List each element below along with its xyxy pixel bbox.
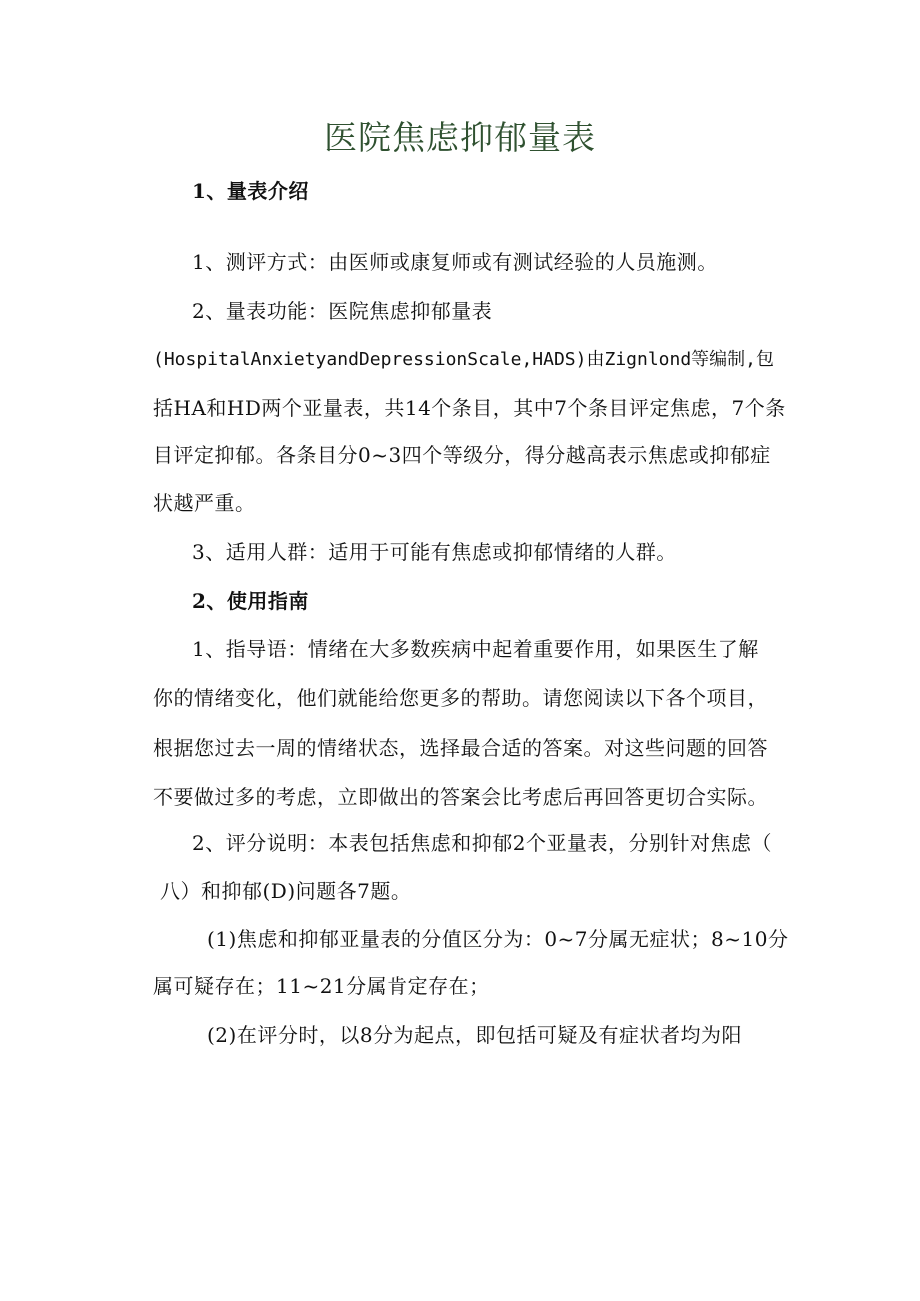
paragraph-instructions-line-1: 1、指导语：情绪在大多数疾病中起着重要作用，如果医生了解 bbox=[192, 637, 759, 661]
paragraph-scale-function-line-3: 括HA和HD两个亚量表，共14个条目，其中7个条目评定焦虑，7个条 bbox=[153, 396, 786, 420]
paragraph-scale-function-line-2: (HospitalAnxietyandDepressionScale,HADS)由Zignlond等编制,包 bbox=[153, 349, 775, 370]
paragraph-scale-function-line-4: 目评定抑郁。各条目分0~3四个等级分，得分越高表示焦虑或抑郁症 bbox=[153, 443, 771, 467]
paragraph-scale-function-line-5: 状越严重。 bbox=[153, 491, 256, 515]
section-heading-guide: 2、使用指南 bbox=[192, 589, 309, 613]
section-heading-intro: 1、量表介绍 bbox=[192, 179, 309, 203]
paragraph-scoring-line-2: 八）和抑郁(D)问题各7题。 bbox=[160, 879, 412, 903]
paragraph-instructions-line-2: 你的情绪变化，他们就能给您更多的帮助。请您阅读以下各个项目， bbox=[153, 686, 768, 710]
page-title: 医院焦虑抑郁量表 bbox=[324, 118, 596, 157]
paragraph-cutoff-line-1: (2)在评分时，以8分为起点，即包括可疑及有症状者均为阳 bbox=[207, 1023, 743, 1047]
paragraph-target-population: 3、适用人群：适用于可能有焦虑或抑郁情绪的人群。 bbox=[192, 540, 677, 564]
paragraph-scoring-line-1: 2、评分说明：本表包括焦虑和抑郁2个亚量表，分别针对焦虑（ bbox=[192, 831, 772, 855]
paragraph-score-ranges-line-2: 属可疑存在；11~21分属肯定存在； bbox=[153, 974, 490, 998]
paragraph-assessment-method: 1、测评方式：由医师或康复师或有测试经验的人员施测。 bbox=[192, 250, 718, 274]
paragraph-instructions-line-4: 不要做过多的考虑，立即做出的答案会比考虑后再回答更切合实际。 bbox=[153, 785, 768, 809]
paragraph-score-ranges-line-1: (1)焦虑和抑郁亚量表的分值区分为：0~7分属无症状；8~10分 bbox=[207, 927, 789, 951]
paragraph-instructions-line-3: 根据您过去一周的情绪状态，选择最合适的答案。对这些问题的回答 bbox=[153, 736, 768, 760]
paragraph-scale-function-line-1: 2、量表功能：医院焦虑抑郁量表 bbox=[192, 299, 493, 323]
